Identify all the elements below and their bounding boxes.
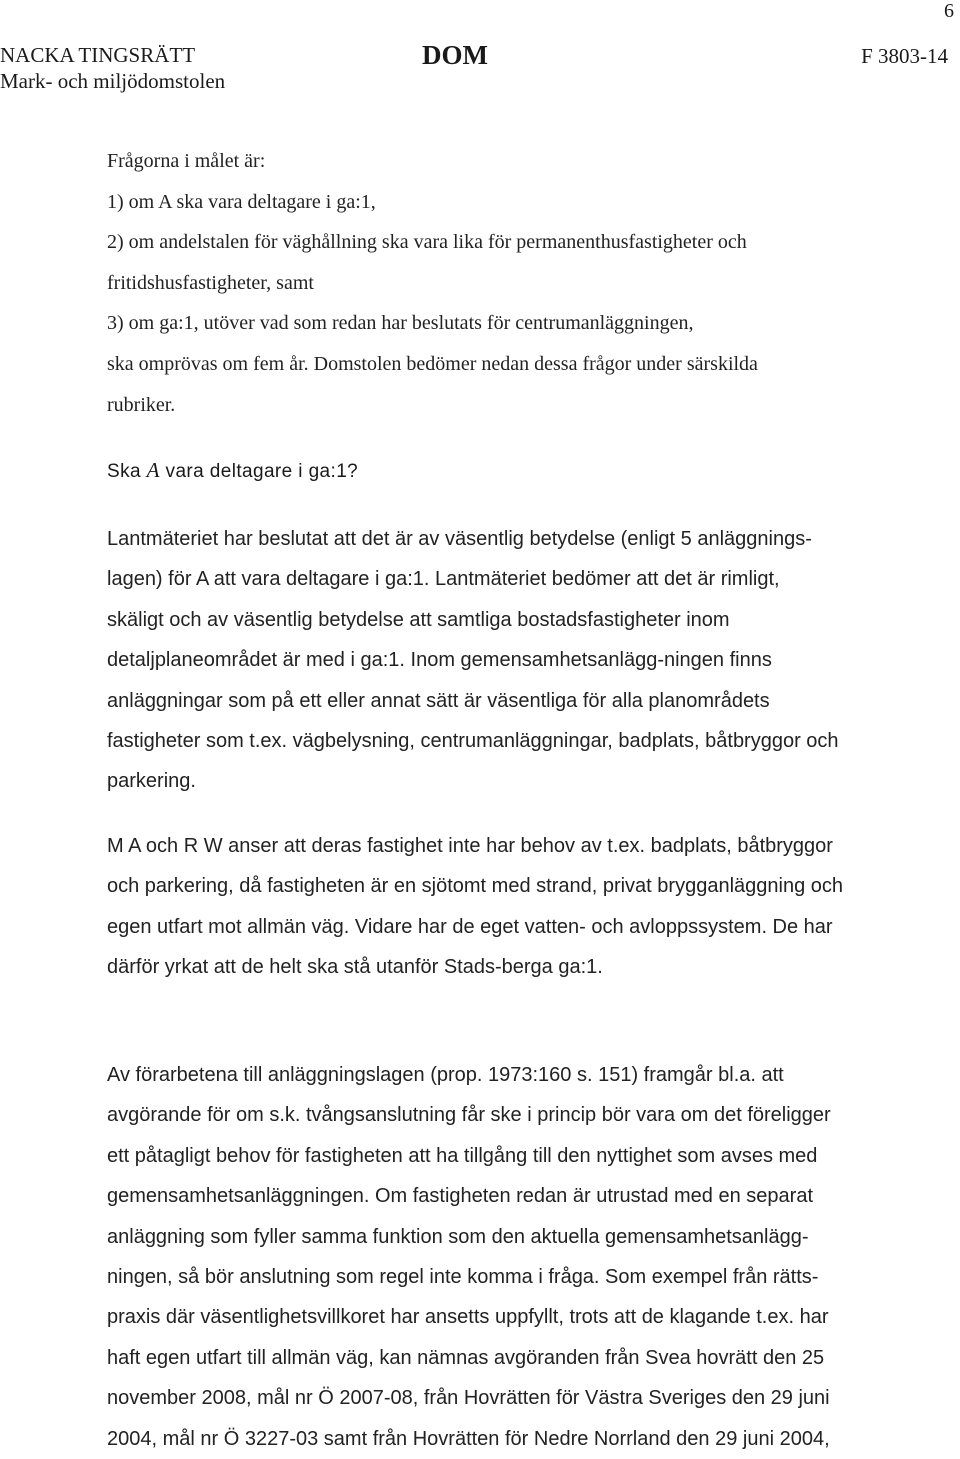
intro-line: ska omprövas om fem år. Domstolen bedömer nedan dessa frågor under särskilda (107, 352, 758, 375)
paragraph-line: egen utfart mot allmän väg. Vidare har de eget vatten- och avloppssystem. De har (107, 915, 833, 938)
intro-section (107, 141, 907, 425)
section-heading-var: A (146, 458, 160, 482)
paragraph-line: parkering. (107, 770, 196, 793)
document-type: DOM (422, 40, 488, 70)
court-header (0, 42, 225, 94)
paragraph-line: lagen) för A att vara deltagare i ga:1. Lantmäteriet bedömer att det är rimligt, (107, 568, 780, 591)
section-heading-prefix: Ska (107, 461, 147, 482)
paragraph-line: ett påtagligt behov för fastigheten att ha tillgång till den nyttighet som avses med (107, 1144, 818, 1167)
intro-line: 1) om A ska vara deltagare i ga:1, (107, 190, 376, 213)
case-number: F 3803-14 (861, 44, 948, 68)
intro-line: Frågorna i målet är: (107, 150, 266, 172)
paragraph-line: detaljplaneområdet är med i ga:1. Inom gemensamhetsanlägg-ningen finns (107, 649, 772, 672)
section-heading (107, 458, 358, 483)
paragraph-line: ningen, så bör anslutning som regel inte komma i fråga. Som exempel från rätts- (107, 1266, 819, 1289)
page-number: 6 (944, 0, 954, 22)
paragraph-line: anläggningar som på ett eller annat sätt är väsentliga för alla planområdets (107, 689, 770, 712)
paragraph-line: haft egen utfart till allmän väg, kan nämnas avgöranden från Svea hovrätt den 25 (107, 1346, 825, 1369)
court-name: NACKA TINGSRÄTT (0, 43, 196, 67)
paragraph-line: Lantmäteriet har beslutat att det är av väsentlig betydelse (enligt 5 anläggnings- (107, 528, 812, 550)
paragraph-line: Av förarbetena till anläggningslagen (prop. 1973:160 s. 151) framgår bl.a. att (107, 1064, 784, 1086)
paragraph-preparatory-works (107, 1055, 907, 1459)
paragraph-line: anläggning som fyller samma funktion som den aktuella gemensamhetsanlägg- (107, 1225, 809, 1248)
intro-line: rubriker. (107, 393, 176, 416)
section-heading-suffix: vara deltagare i ga:1? (159, 461, 359, 482)
paragraph-claimants (107, 826, 907, 988)
paragraph-line: fastigheter som t.ex. vägbelysning, centrumanläggningar, badplats, båtbryggor och (107, 730, 839, 753)
court-division: Mark- och miljödomstolen (0, 69, 226, 93)
paragraph-line: därför yrkat att de helt ska stå utanför Stads-berga ga:1. (107, 956, 603, 979)
paragraph-line: 2004, mål nr Ö 3227-03 samt från Hovrätten för Nedre Norrland den 29 juni 2004, (107, 1427, 830, 1450)
paragraph-line: praxis där väsentlighetsvillkoret har ansetts uppfyllt, trots att de klagande t.ex. har (107, 1306, 829, 1329)
paragraph-lantmateriet (107, 519, 907, 802)
paragraph-line: november 2008, mål nr Ö 2007-08, från Hovrätten för Västra Sveriges den 29 juni (107, 1387, 830, 1410)
intro-line: 2) om andelstalen för väghållning ska vara lika för permanenthusfastigheter och (107, 231, 747, 254)
intro-line: 3) om ga:1, utöver vad som redan har beslutats för centrumanläggningen, (107, 312, 694, 335)
paragraph-line: och parkering, då fastigheten är en sjötomt med strand, privat brygganläggning och (107, 875, 843, 898)
paragraph-line: gemensamhetsanläggningen. Om fastigheten redan är utrustad med en separat (107, 1185, 813, 1208)
paragraph-line: M A och R W anser att deras fastighet inte har behov av t.ex. badplats, båtbryggor (107, 835, 833, 857)
intro-line: fritidshusfastigheter, samt (107, 271, 314, 294)
paragraph-line: avgörande för om s.k. tvångsanslutning får ske i princip bör vara om det föreligger (107, 1104, 831, 1127)
paragraph-line: skäligt och av väsentlig betydelse att samtliga bostadsfastigheter inom (107, 608, 730, 631)
